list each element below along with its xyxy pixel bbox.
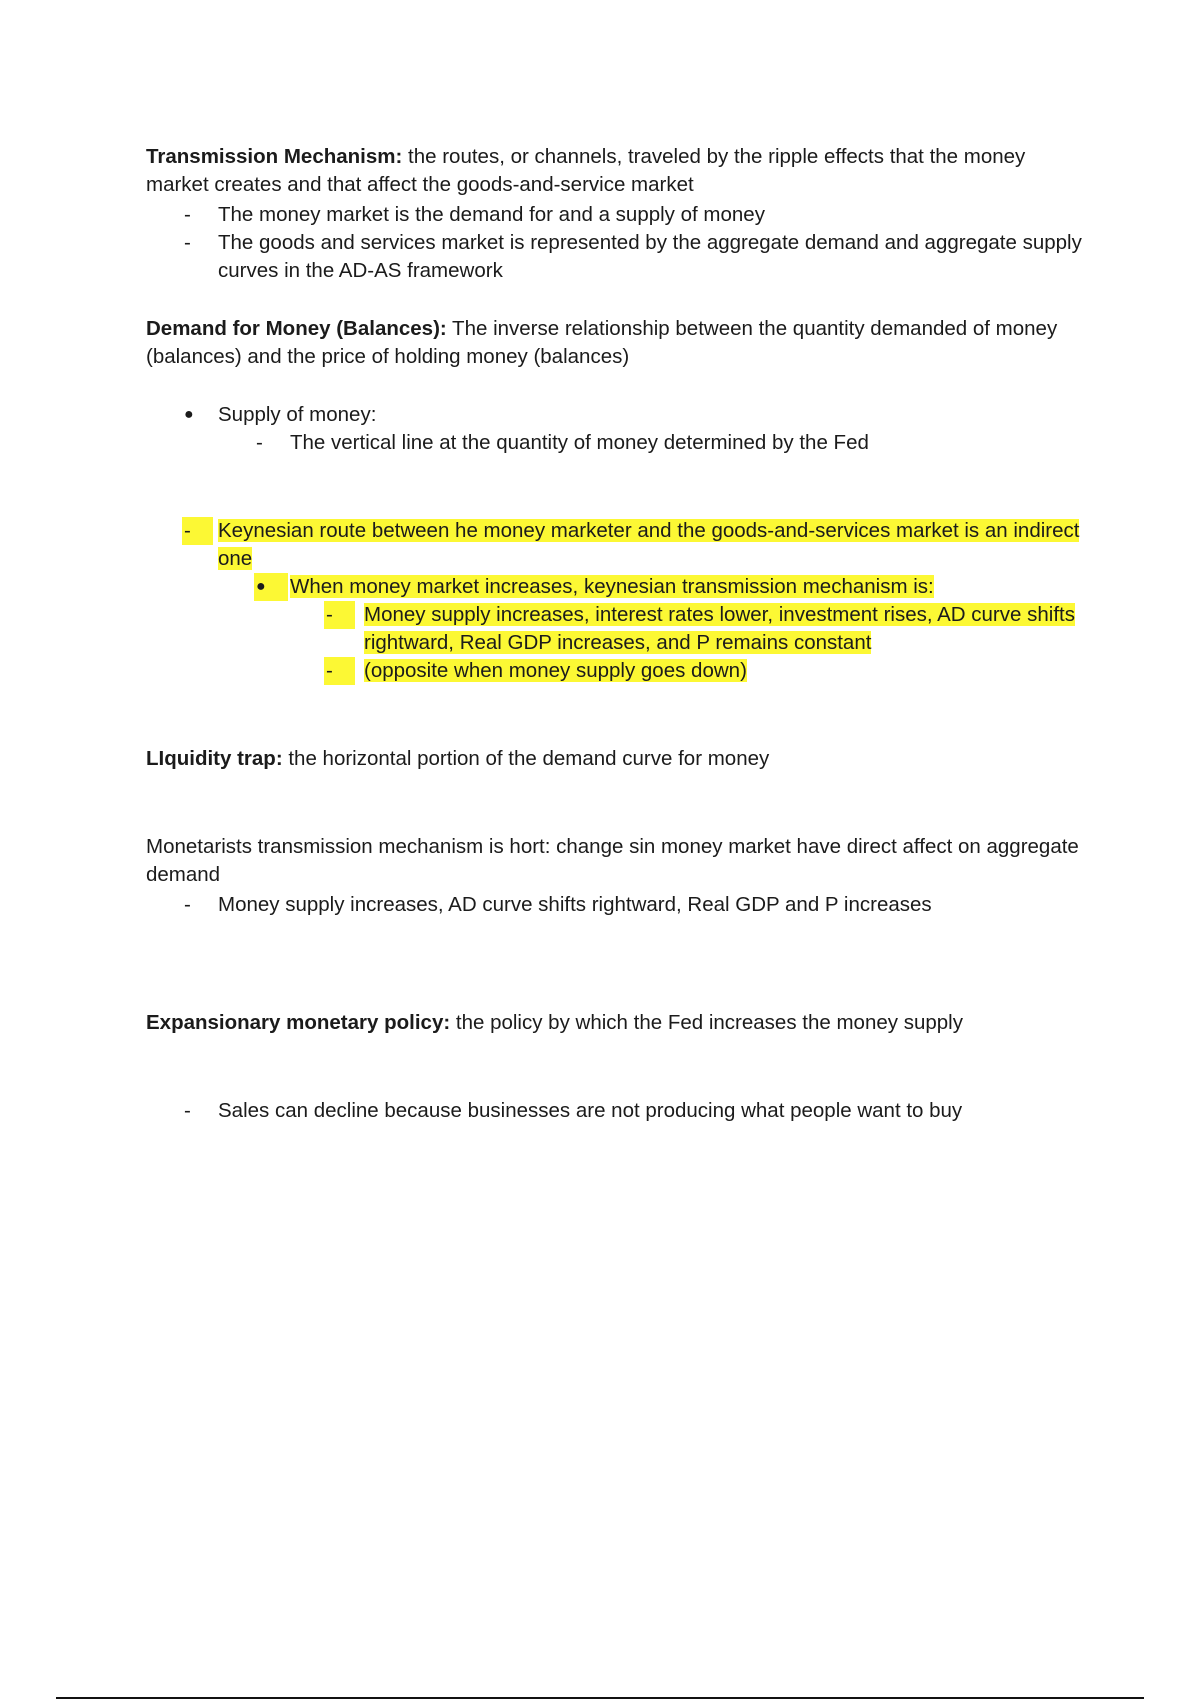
list-item-highlighted (146, 657, 1086, 685)
dot-bullet: ● (184, 406, 194, 423)
dash-bullet: - (256, 431, 263, 454)
dash-bullet: - (184, 231, 191, 254)
keynesian-step-text: (opposite when money supply goes down) (364, 659, 747, 682)
dash-bullet: - (324, 601, 355, 629)
list-item (146, 201, 1086, 229)
dot-bullet: ● (254, 573, 288, 601)
keynesian-route-text: Keynesian route between he money marketer and the goods-and-services market is an indirect one (218, 519, 1080, 570)
supply-of-money-detail: The vertical line at the quantity of money determined by the Fed (290, 431, 869, 454)
dash-bullet: - (182, 517, 213, 545)
demand-for-money-definition (146, 315, 1086, 371)
list-item (146, 401, 1086, 429)
monetarists-text: Monetarists transmission mechanism is hort: change sin money market have direct affect on aggregate demand (146, 835, 1079, 886)
dash-bullet: - (184, 893, 191, 916)
transmission-term: Transmission Mechanism: (146, 145, 403, 168)
monetarists-paragraph (146, 833, 1086, 889)
expansionary-policy-term: Expansionary monetary policy: (146, 1011, 451, 1034)
list-item (146, 891, 1086, 919)
expansionary-policy-definition-text: the policy by which the Fed increases the money supply (450, 1011, 963, 1034)
demand-for-money-term: Demand for Money (Balances): (146, 317, 447, 340)
liquidity-trap-term: LIquidity trap: (146, 747, 283, 770)
transmission-definition (146, 143, 1086, 199)
dash-bullet: - (184, 1099, 191, 1122)
dash-bullet: - (324, 657, 355, 685)
keynesian-when-text: When money market increases, keynesian transmission mechanism is: (290, 575, 934, 598)
list-item-highlighted (146, 601, 1086, 657)
list-item-highlighted (146, 517, 1086, 573)
transmission-definition-text: the routes, or channels, traveled by the ripple effects that the money market creates and that affect the goods-and-service market (146, 145, 1026, 196)
liquidity-trap-definition-text: the horizontal portion of the demand curve for money (282, 747, 770, 770)
demand-for-money-definition-text: The inverse relationship between the quantity demanded of money (balances) and the price of holding money (balances) (146, 317, 1058, 368)
list-item-text: The goods and services market is represented by the aggregate demand and aggregate supply curves in the AD-AS framework (218, 231, 1082, 282)
document-body (146, 143, 1086, 1125)
expansionary-policy-definition (146, 1009, 1086, 1037)
liquidity-trap-definition (146, 745, 1086, 773)
page-bottom-divider (56, 1697, 1144, 1699)
supply-of-money-label: Supply of money: (218, 403, 377, 426)
sales-note-text: Sales can decline because businesses are not producing what people want to buy (218, 1099, 963, 1122)
list-item (146, 229, 1086, 285)
monetarists-point-text: Money supply increases, AD curve shifts rightward, Real GDP and P increases (218, 893, 932, 916)
keynesian-step-text: Money supply increases, interest rates lower, investment rises, AD curve shifts rightward, Real GDP increases, and P remains constant (364, 603, 1075, 654)
list-item-highlighted (146, 573, 1086, 601)
dash-bullet: - (184, 203, 191, 226)
list-item (146, 1097, 1086, 1125)
list-item-text: The money market is the demand for and a supply of money (218, 203, 765, 226)
list-item (146, 429, 1086, 457)
